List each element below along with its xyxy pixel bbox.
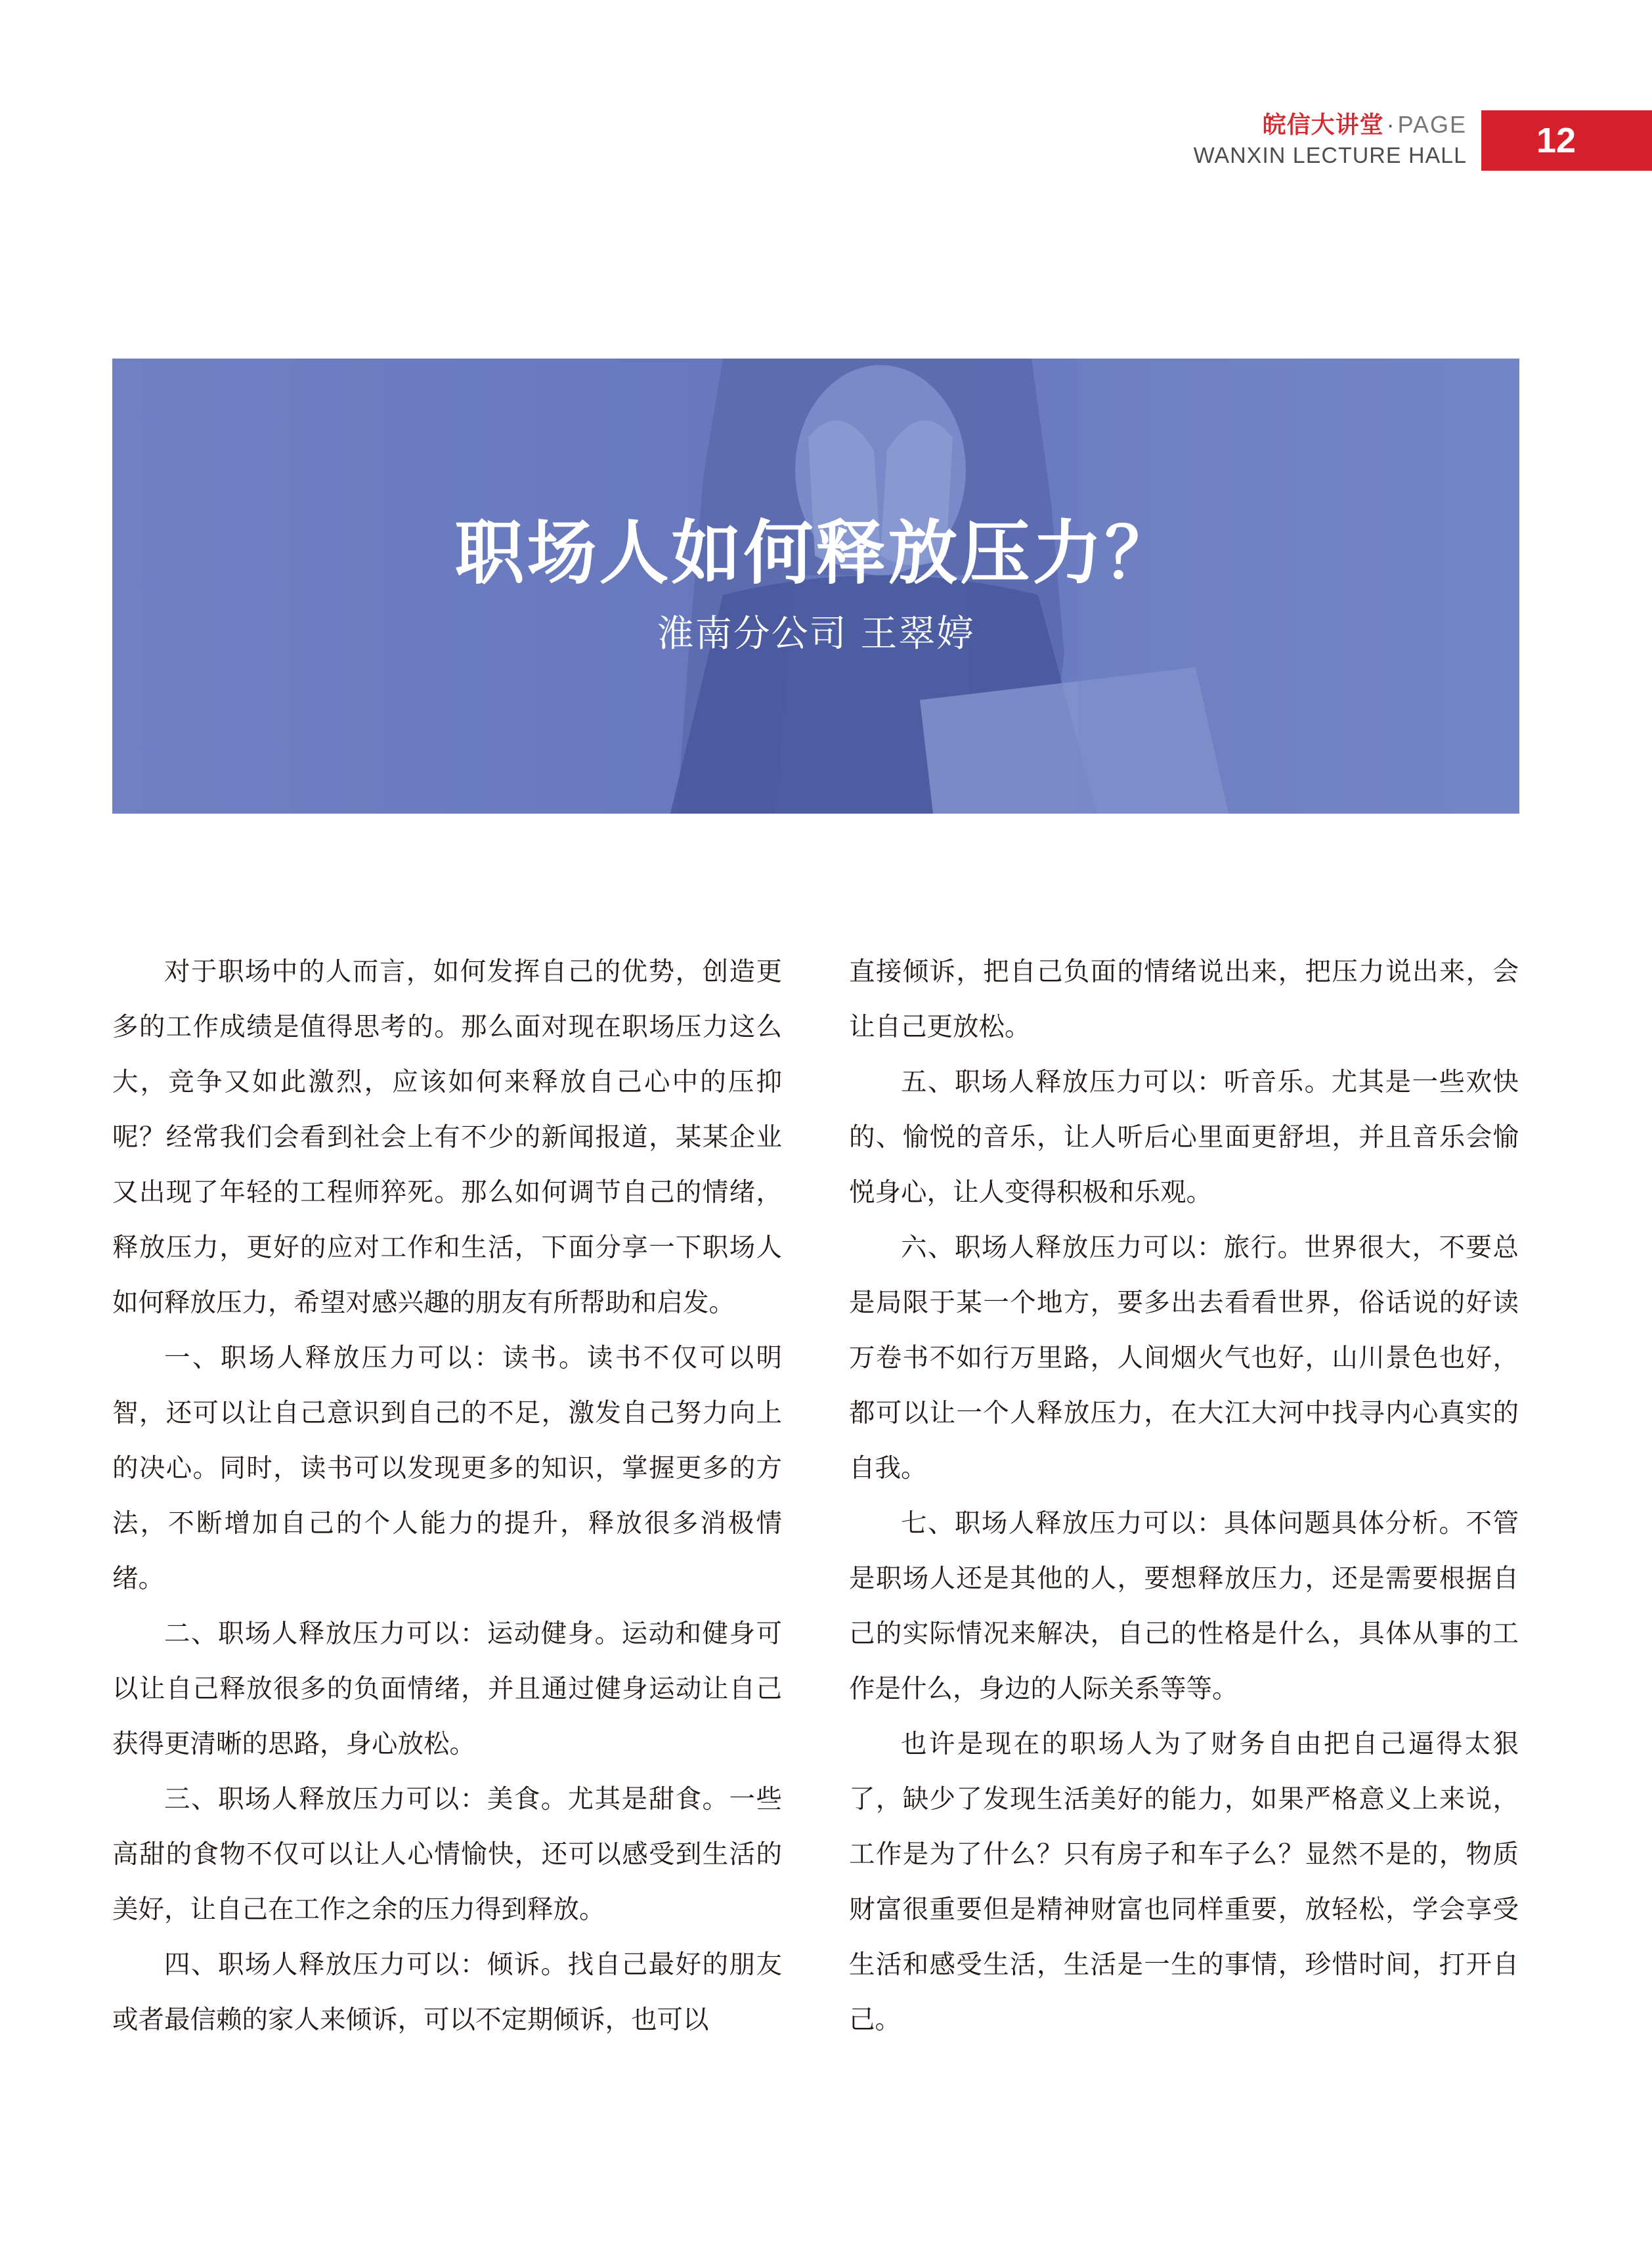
header-text-block bbox=[1194, 110, 1481, 171]
paragraph-confide-continued: 直接倾诉，把自己负面的情绪说出来，把压力说出来，会让自己更放松。 bbox=[849, 957, 1519, 1042]
page-number-badge bbox=[1481, 110, 1652, 171]
header-separator: · bbox=[1386, 111, 1395, 138]
article-author: 淮南分公司 王翠婷 bbox=[657, 613, 975, 655]
paragraph-intro: 对于职场中的人而言，如何发挥自己的优势，创造更多的工作成绩是值得思考的。那么面对现在职场压力这么大，竞争又如此激烈，应该如何来释放自己心中的压抑呢？经常我们会看到社会上有不少的新闻报道，某某企业又出现了年轻的工程师猝死。那么如何调节自己的情绪，释放压力，更好的应对工作和生活，下面分享一下职场人如何释放压力，希望对感兴趣的朋友有所帮助和启发。 bbox=[112, 957, 782, 1318]
paragraph-exercise: 二、职场人释放压力可以：运动健身。运动和健身可以让自己释放很多的负面情绪，并且通过健身运动让自己获得更清晰的思路，身心放松。 bbox=[112, 1619, 782, 1759]
article-title: 职场人如何释放压力？ bbox=[454, 513, 1177, 594]
header-subtitle: WANXIN LECTURE HALL bbox=[1193, 143, 1467, 168]
header-page-word: PAGE bbox=[1397, 111, 1467, 138]
paragraph-travel: 六、职场人释放压力可以：旅行。世界很大，不要总是局限于某一个地方，要多出去看看世界，俗话说的好读万卷书不如行万里路，人间烟火气也好，山川景色也好，都可以让一个人释放压力，在大江大河中找寻内心真实的自我。 bbox=[849, 1233, 1519, 1483]
paragraph-confide: 四、职场人释放压力可以：倾诉。找自己最好的朋友或者最信赖的家人来倾诉，可以不定期倾诉，也可以 bbox=[112, 1950, 782, 2035]
right-column bbox=[849, 944, 1519, 2048]
title-banner bbox=[112, 359, 1519, 814]
header-brand: 皖信大讲堂 bbox=[1262, 112, 1384, 139]
paragraph-food: 三、职场人释放压力可以：美食。尤其是甜食。一些高甜的食物不仅可以让人心情愉快，还可以感受到生活的美好，让自己在工作之余的压力得到释放。 bbox=[112, 1784, 782, 1925]
paragraph-music: 五、职场人释放压力可以：听音乐。尤其是一些欢快的、愉悦的音乐，让人听后心里面更舒坦，并且音乐会愉悦身心，让人变得积极和乐观。 bbox=[849, 1067, 1519, 1208]
header-line-1 bbox=[1194, 110, 1467, 140]
page-header bbox=[1194, 110, 1652, 171]
paragraph-analysis: 七、职场人释放压力可以：具体问题具体分析。不管是职场人还是其他的人，要想释放压力，还是需要根据自己的实际情况来解决，自己的性格是什么，具体从事的工作是什么，身边的人际关系等等。 bbox=[849, 1508, 1519, 1704]
paragraph-reading: 一、职场人释放压力可以：读书。读书不仅可以明智，还可以让自己意识到自己的不足，激发自己努力向上的决心。同时，读书可以发现更多的知识，掌握更多的方法，不断增加自己的个人能力的提升，释放很多消极情绪。 bbox=[112, 1343, 782, 1594]
page-number: 12 bbox=[1536, 121, 1576, 160]
left-column bbox=[112, 944, 782, 2048]
paragraph-conclusion: 也许是现在的职场人为了财务自由把自己逼得太狠了，缺少了发现生活美好的能力，如果严格意义上来说，工作是为了什么？只有房子和车子么？显然不是的，物质财富很重要但是精神财富也同样重要，放轻松，学会享受生活和感受生活，生活是一生的事情，珍惜时间，打开自己。 bbox=[849, 1729, 1519, 2035]
